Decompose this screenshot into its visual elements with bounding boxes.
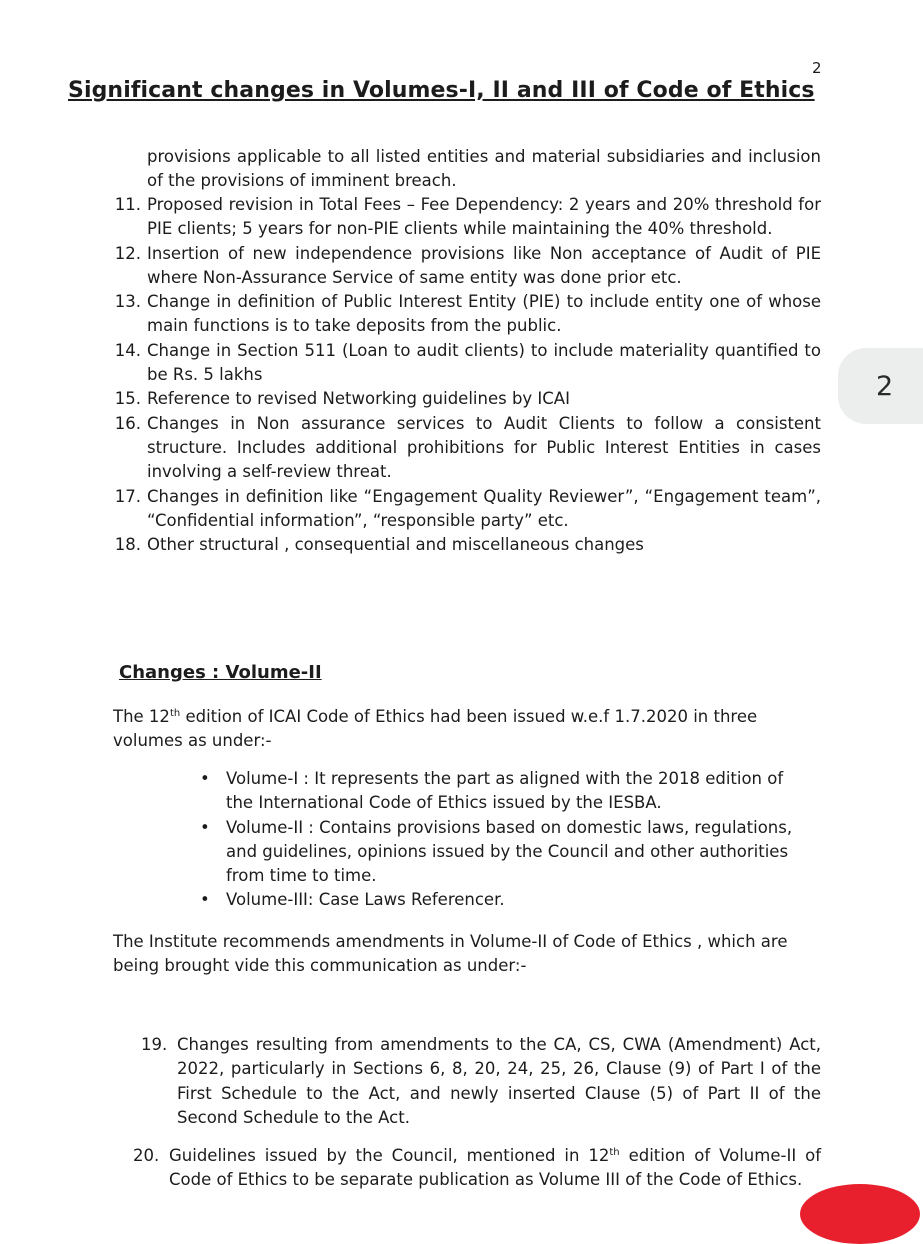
recommendation-paragraph: The Institute recommends amendments in Volume-II of Code of Ethics , which are being brought vide this communication as under:-	[113, 932, 788, 976]
item-text: Changes in Non assurance services to Audit Clients to follow a consistent structure. Includes additional prohibitions for Public Interest Entities in cases involving a self-review threat.	[147, 413, 821, 482]
item-text: Proposed revision in Total Fees – Fee Dependency: 2 years and 20% threshold for PIE clients; 5 years for non-PIE clients while maintaining the 40% threshold.	[147, 195, 821, 239]
item-number: 19.	[141, 1035, 168, 1054]
list-item	[108, 533, 821, 557]
bullet-item	[196, 888, 796, 912]
bullet-text: Volume-III: Case Laws Referencer.	[226, 890, 505, 910]
list-item	[108, 339, 821, 388]
intro-paragraph	[113, 705, 813, 754]
item-number: 17.	[114, 486, 141, 506]
item-text: Changes in definition like “Engagement Quality Reviewer”, “Engagement team”, “Confidential information”, “responsible party” etc.	[147, 486, 821, 530]
item-text: Change in Section 511 (Loan to audit clients) to include materiality quantified to be Rs. 5 lakhs	[147, 340, 821, 385]
superscript-th: th	[609, 1147, 620, 1159]
bullet-item	[196, 767, 796, 816]
bullet-text: Volume-I : It represents the part as aligned with the 2018 edition of the International Code of Ethics issued by the IESBA.	[226, 769, 784, 813]
item-text: Insertion of new independence provisions like Non acceptance of Audit of PIE where Non-Assurance Service of same entity was done prior etc.	[147, 243, 821, 287]
list-item	[108, 290, 821, 339]
list-item	[108, 485, 821, 534]
list-item	[108, 387, 821, 411]
list-item	[108, 193, 821, 242]
item-number: 12.	[114, 243, 141, 263]
item-number: 16.	[114, 413, 141, 433]
volume1-changes-list	[108, 193, 821, 557]
viewer-page-badge[interactable]	[838, 348, 923, 424]
page-number: 2	[812, 59, 822, 77]
list-item	[133, 1144, 821, 1193]
item-number: 14.	[114, 340, 141, 360]
viewer-page-number: 2	[876, 370, 894, 402]
corner-red-mark	[800, 1184, 920, 1244]
volumes-bullet-list	[196, 767, 796, 913]
item-number: 20.	[133, 1146, 160, 1166]
item-text: Changes resulting from amendments to the CA, CS, CWA (Amendment) Act, 2022, particularly in Sections 6, 8, 20, 24, 25, 26, Clause (9) of Part I of the First Schedule to the Act, and newly inserted Clause (5) of Part II of the Second Schedule to the Act.	[177, 1035, 821, 1127]
item-text: Other structural , consequential and miscellaneous changes	[147, 535, 644, 555]
intro-text-start: The 12	[113, 707, 170, 726]
item-number: 13.	[114, 292, 141, 312]
document-title: Significant changes in Volumes-I, II and III of Code of Ethics	[68, 78, 815, 103]
superscript-th: th	[169, 708, 181, 719]
item-text: Reference to revised Networking guidelines by ICAI	[147, 389, 570, 409]
item-number: 11.	[114, 195, 141, 214]
item-text-start: Guidelines issued by the Council, mentioned in 12	[169, 1146, 610, 1166]
bullet-marker: •	[200, 890, 210, 910]
item-text: Change in definition of Public Interest Entity (PIE) to include entity one of whose main functions is to take deposits from the public.	[147, 292, 821, 336]
section-heading: Changes : Volume-II	[119, 662, 322, 683]
volume2-changes-list	[133, 1033, 821, 1193]
intro-text-end: edition of ICAI Code of Ethics had been issued w.e.f 1.7.2020 in three volumes as under:-	[113, 707, 758, 751]
list-item	[108, 412, 821, 485]
list-item	[133, 1033, 821, 1130]
item-number: 18.	[114, 535, 141, 555]
bullet-item	[196, 816, 796, 889]
bullet-marker: •	[200, 817, 210, 837]
item-text-end: edition of Volume-II of Code of Ethics to be separate publication as Volume III of the Code of Ethics.	[169, 1146, 821, 1190]
list-item	[108, 242, 821, 291]
item-number: 15.	[114, 389, 141, 409]
bullet-marker: •	[200, 769, 210, 788]
bullet-text: Volume-II : Contains provisions based on domestic laws, regulations, and guidelines, opinions issued by the Council and other authorities from time to time.	[226, 817, 793, 886]
continued-paragraph: provisions applicable to all listed entities and material subsidiaries and inclusion of the provisions of imminent breach.	[147, 147, 821, 191]
item-text	[169, 1144, 821, 1193]
